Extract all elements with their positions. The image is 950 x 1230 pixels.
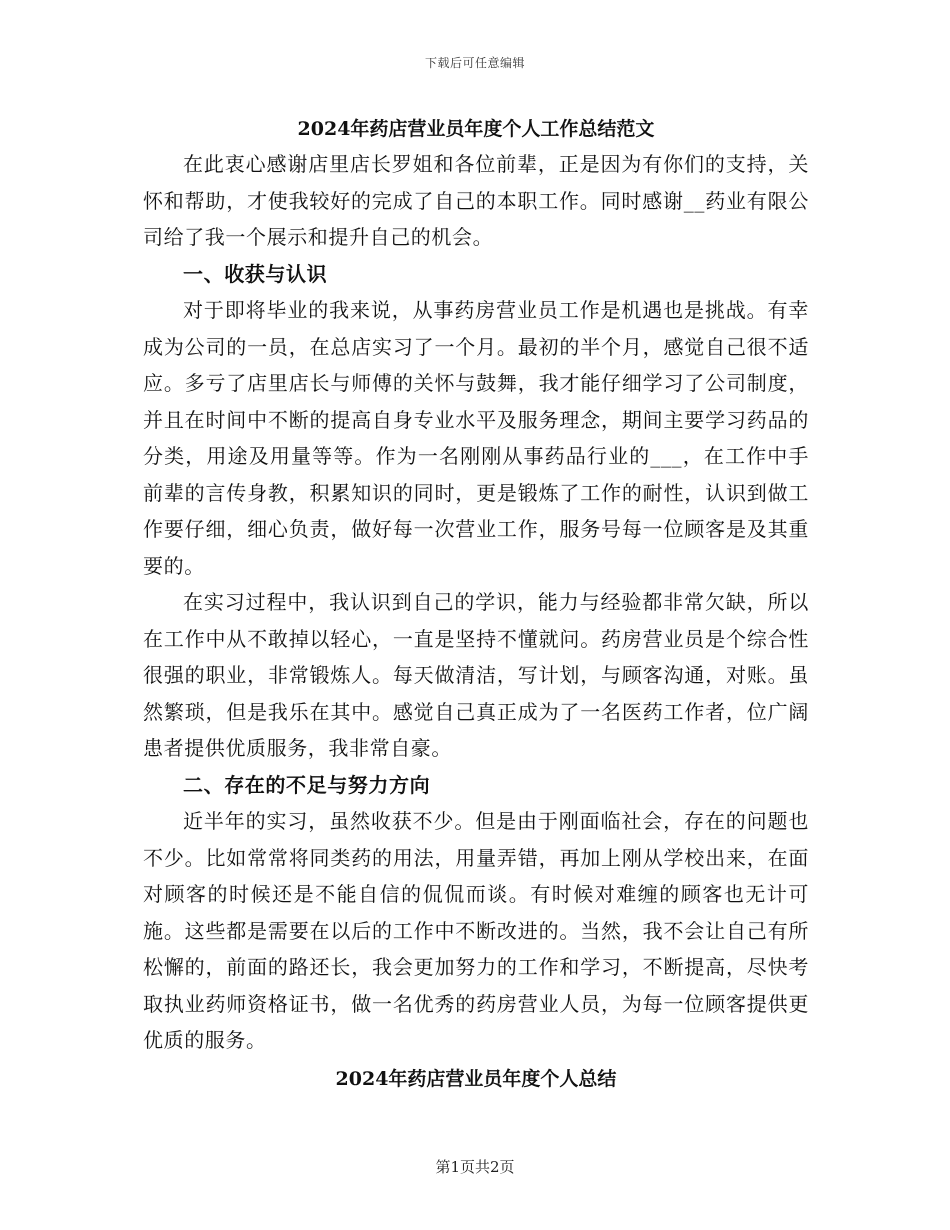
paragraph-intro: 在此衷心感谢店里店长罗姐和各位前辈，正是因为有你们的支持，关怀和帮助，才使我较好的完成了自己的本职工作。同时感谢__药业有限公司给了我一个展示和提升自己的机会。 (143, 152, 809, 249)
header-note: 下载后可任意编辑 (424, 56, 525, 70)
document-body (143, 112, 809, 1099)
paragraph-harvest: 对于即将毕业的我来说，从事药房营业员工作是机遇也是挑战。有幸成为公司的一员，在总店实习了一个月。最初的半个月，感觉自己很不适应。多亏了店里店长与师傅的关怀与鼓舞，我才能仔细学习了公司制度，并且在时间中不断的提高自身专业水平及服务理念，期间主要学习药品的分类，用途及用量等等。作为一名刚刚从事药品行业的___，在工作中手前辈的言传身教，积累知识的同时，更是锻炼了工作的耐性，认识到做工作要仔细，细心负责，做好每一次营业工作，服务号每一位顾客是及其重要的。 (143, 298, 809, 578)
section-heading-1: 一、收获与认识 (183, 261, 328, 286)
section-heading-2: 二、存在的不足与努力方向 (183, 772, 431, 797)
document-subtitle: 2024年药店营业员年度个人总结 (335, 1067, 617, 1090)
page-number: 第1页共2页 (435, 1158, 515, 1176)
paragraph-internship: 在实习过程中，我认识到自己的学识，能力与经验都非常欠缺，所以在工作中从不敢掉以轻心，一直是坚持不懂就问。药房营业员是个综合性很强的职业，非常锻炼人。每天做清洁，写计划，与顾客沟通，对账。虽然繁琐，但是我乐在其中。感觉自己真正成为了一名医药工作者，位广阔患者提供优质服务，我非常自豪。 (143, 590, 809, 760)
document-title: 2024年药店营业员年度个人工作总结范文 (297, 118, 655, 140)
paragraph-shortcomings: 近半年的实习，虽然收获不少。但是由于刚面临社会，存在的问题也不少。比如常常将同类药的用法，用量弄错，再加上刚从学校出来，在面对顾客的时候还是不能自信的侃侃而谈。有时候对难缠的顾客也无计可施。这些都是需要在以后的工作中不断改进的。当然，我不会让自己有所松懈的，前面的路还长，我会更加努力的工作和学习，不断提高，尽快考取执业药师资格证书，做一名优秀的药房营业人员，为每一位顾客提供更优质的服务。 (143, 809, 809, 1052)
